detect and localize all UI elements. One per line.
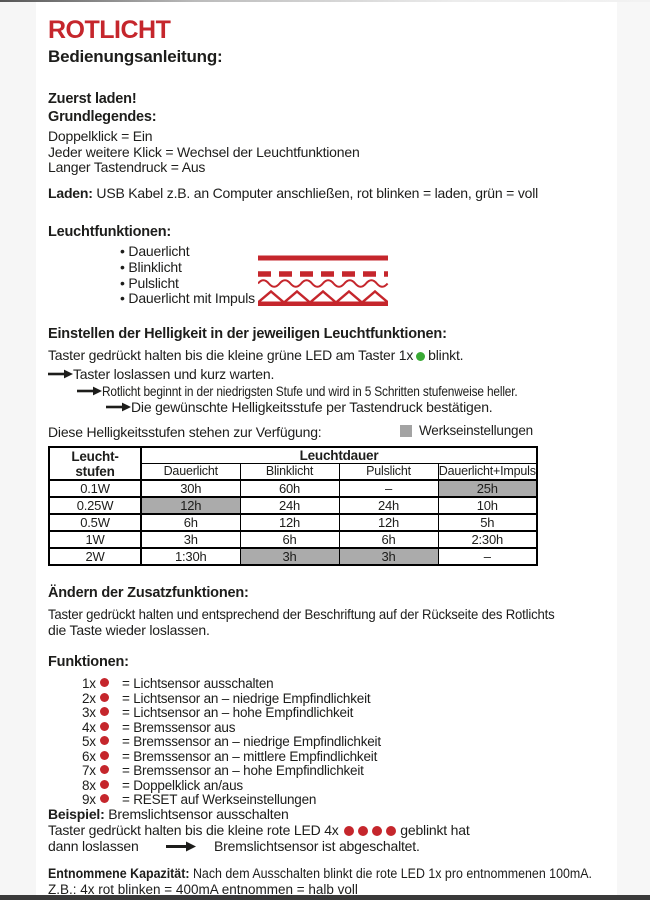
value-cell-factory-default: 3h bbox=[339, 548, 438, 565]
value-cell: 24h bbox=[240, 497, 339, 514]
function-row bbox=[48, 763, 528, 778]
function-label: = Lichtsensor an – niedrige Empfindlichkeit bbox=[122, 690, 371, 706]
value-cell: 5h bbox=[438, 514, 537, 531]
example-line2-pre: Taster gedrückt halten bis die kleine rote LED 4x bbox=[48, 822, 339, 838]
brightness-steps bbox=[48, 366, 618, 416]
right-arrow-icon bbox=[48, 369, 73, 379]
light-modes-list bbox=[48, 243, 468, 306]
example-line2-post: geblinkt hat bbox=[400, 822, 470, 838]
value-cell: 12h bbox=[240, 514, 339, 531]
value-cell: 6h bbox=[240, 531, 339, 548]
value-cell: 6h bbox=[141, 514, 240, 531]
function-label: = Bremssensor an – hohe Empfindlichkeit bbox=[122, 763, 364, 779]
triangle-wave-icon bbox=[258, 288, 388, 312]
value-cell: 10h bbox=[438, 497, 537, 514]
description-line: die Taste wieder loslassen. bbox=[48, 622, 210, 638]
function-row bbox=[48, 720, 528, 735]
blink-count: 5x bbox=[82, 734, 96, 750]
table-row bbox=[49, 514, 537, 531]
function-row bbox=[48, 734, 528, 749]
step-row bbox=[48, 383, 618, 400]
example-lead-rest: Bremslichtsensor ausschalten bbox=[108, 806, 289, 822]
factory-default-legend bbox=[400, 423, 533, 438]
page-edge-top bbox=[0, 0, 650, 2]
light-mode-row bbox=[48, 259, 468, 275]
example-line3-pre: dann loslassen bbox=[48, 838, 139, 854]
red-led-dot-icon bbox=[344, 826, 354, 836]
group-header: Leuchtdauer bbox=[141, 447, 537, 464]
value-cell: 2:30h bbox=[438, 531, 537, 548]
light-mode-row bbox=[48, 290, 468, 306]
value-cell: 60h bbox=[240, 480, 339, 497]
right-arrow-icon bbox=[166, 841, 196, 852]
red-led-dot-icon bbox=[100, 751, 109, 760]
blink-count: 9x bbox=[82, 792, 96, 808]
value-cell-factory-default: 25h bbox=[438, 480, 537, 497]
charging-line bbox=[48, 185, 538, 201]
step-row bbox=[48, 399, 618, 416]
function-label: = Bremssensor aus bbox=[122, 719, 236, 735]
description-line: Taster gedrückt halten und entsprechend der Beschriftung auf der Rückseite des Rotlichts bbox=[48, 606, 555, 622]
capacity-block bbox=[48, 866, 639, 898]
blink-count: 6x bbox=[82, 748, 96, 764]
red-led-dot-icon bbox=[100, 765, 109, 774]
table-row bbox=[49, 480, 537, 497]
level-cell: 2W bbox=[49, 548, 141, 565]
red-led-dot-icon bbox=[386, 826, 396, 836]
factory-default-swatch-icon bbox=[400, 425, 412, 437]
value-cell: 3h bbox=[141, 531, 240, 548]
light-mode-label: • Dauerlicht bbox=[120, 243, 189, 259]
factory-default-label: Werkseinstellungen bbox=[419, 423, 533, 438]
basics-line: Doppelklick = Ein bbox=[48, 128, 153, 144]
functions-list-heading: Funktionen: bbox=[48, 654, 129, 670]
col1-header bbox=[49, 447, 141, 480]
value-cell-factory-default: 12h bbox=[141, 497, 240, 514]
table-header-row bbox=[49, 447, 537, 464]
step-text: Taster loslassen und kurz warten. bbox=[73, 366, 275, 382]
value-cell: 6h bbox=[339, 531, 438, 548]
red-led-dot-icon bbox=[372, 826, 382, 836]
level-cell: 1W bbox=[49, 531, 141, 548]
blink-count: 7x bbox=[82, 763, 96, 779]
table-row bbox=[49, 497, 537, 514]
function-label: = RESET auf Werkseinstellungen bbox=[122, 792, 317, 808]
light-mode-label: • Blinklicht bbox=[120, 259, 182, 275]
page-edge-right bbox=[617, 0, 650, 900]
value-cell: – bbox=[438, 548, 537, 565]
function-row bbox=[48, 749, 528, 764]
column-header: Dauerlicht bbox=[141, 464, 240, 481]
blink-count: 3x bbox=[82, 705, 96, 721]
function-label: = Lichtsensor an – hohe Empfindlichkeit bbox=[122, 705, 354, 721]
example-line3 bbox=[48, 838, 420, 854]
function-label: = Bremssensor an – niedrige Empfindlichkeit bbox=[122, 734, 381, 750]
table-row bbox=[49, 531, 537, 548]
col1-header-line2: stufen bbox=[75, 463, 115, 479]
blink-count: 8x bbox=[82, 777, 96, 793]
extra-functions-heading: Ändern der Zusatzfunktionen: bbox=[48, 585, 249, 601]
function-label: = Lichtsensor ausschalten bbox=[122, 676, 274, 691]
page-subtitle: Bedienungsanleitung: bbox=[48, 47, 223, 66]
brightness-line1-post: blinkt. bbox=[428, 347, 464, 363]
charging-rest: USB Kabel z.B. an Computer anschließen, rot blinken = laden, grün = voll bbox=[96, 185, 539, 201]
table-intro: Diese Helligkeitsstufen stehen zur Verfügung: bbox=[48, 424, 322, 440]
value-cell: 12h bbox=[339, 514, 438, 531]
value-cell: 30h bbox=[141, 480, 240, 497]
brightness-heading: Einstellen der Helligkeit in der jeweiligen Leuchtfunktionen: bbox=[48, 326, 447, 342]
blink-count: 1x bbox=[82, 676, 96, 691]
step-row bbox=[48, 366, 618, 383]
light-mode-label: • Pulslicht bbox=[120, 275, 179, 291]
value-cell-factory-default: 3h bbox=[240, 548, 339, 565]
function-label: = Doppelklick an/aus bbox=[122, 777, 243, 793]
page-edge-left bbox=[0, 0, 36, 900]
step-text: Die gewünschte Helligkeitsstufe per Tastendruck bestätigen. bbox=[131, 399, 493, 416]
charging-lead: Laden: bbox=[48, 185, 93, 201]
function-row bbox=[48, 691, 528, 706]
basics-line: Langer Tastendruck = Aus bbox=[48, 159, 206, 176]
example-line1 bbox=[48, 806, 289, 822]
basics-line: Jeder weitere Klick = Wechsel der Leuchtfunktionen bbox=[48, 143, 360, 160]
column-header: Blinklicht bbox=[240, 464, 339, 481]
blink-count: 4x bbox=[82, 719, 96, 735]
extra-functions-description bbox=[48, 606, 587, 638]
level-cell: 0.5W bbox=[49, 514, 141, 531]
brightness-line1 bbox=[48, 347, 463, 363]
example-lead: Beispiel: bbox=[48, 806, 105, 822]
function-row bbox=[48, 705, 528, 720]
brightness-line1-pre: Taster gedrückt halten bis die kleine grüne LED am Taster 1x bbox=[48, 347, 414, 363]
blink-count: 2x bbox=[82, 690, 96, 706]
basics-lines bbox=[48, 129, 360, 176]
function-row bbox=[48, 792, 528, 807]
function-row bbox=[48, 676, 528, 691]
red-led-dot-icon bbox=[358, 826, 368, 836]
red-led-dot-icon bbox=[100, 780, 109, 789]
level-cell: 0.1W bbox=[49, 480, 141, 497]
charge-first-line: Zuerst laden! bbox=[48, 91, 137, 107]
red-led-dot-icon bbox=[100, 693, 109, 702]
green-led-dot-icon bbox=[416, 352, 425, 361]
red-led-dot-icon bbox=[100, 678, 109, 687]
column-header: Dauerlicht+Impuls bbox=[438, 464, 536, 478]
intro-headings bbox=[48, 91, 156, 126]
function-label: = Bremssensor an – mittlere Empfindlichkeit bbox=[122, 748, 378, 764]
col1-header-line1: Leucht- bbox=[71, 448, 119, 464]
page-title: ROTLICHT bbox=[48, 16, 171, 44]
level-cell: 0.25W bbox=[49, 497, 141, 514]
functions-list bbox=[48, 676, 528, 807]
light-mode-row bbox=[48, 243, 468, 259]
light-modes-heading: Leuchtfunktionen: bbox=[48, 224, 172, 240]
function-row bbox=[48, 778, 528, 793]
capacity-line2: Z.B.: 4x rot blinken = 400mA entnommen = halb voll bbox=[48, 882, 358, 897]
example-line2 bbox=[48, 822, 470, 838]
table-row bbox=[49, 548, 537, 565]
capacity-rest: Nach dem Ausschalten blinkt die rote LED 1x pro entnommenen 100mA. bbox=[192, 866, 592, 881]
basics-heading: Grundlegendes: bbox=[48, 108, 157, 125]
red-led-dot-icon bbox=[100, 722, 109, 731]
red-led-dot-icon bbox=[100, 794, 109, 803]
red-led-dot-icon bbox=[100, 736, 109, 745]
example-line3-post: Bremslichtsensor ist abgeschaltet. bbox=[214, 838, 420, 854]
right-arrow-icon bbox=[106, 402, 131, 412]
value-cell: – bbox=[339, 480, 438, 497]
value-cell: 24h bbox=[339, 497, 438, 514]
red-led-blink-dots bbox=[344, 822, 400, 838]
value-cell: 1:30h bbox=[141, 548, 240, 565]
capacity-lead: Entnommene Kapazität: bbox=[48, 866, 190, 881]
red-led-dot-icon bbox=[100, 707, 109, 716]
burn-time-table bbox=[48, 446, 538, 566]
light-mode-label: • Dauerlicht mit Impuls bbox=[120, 290, 255, 306]
step-text: Rotlicht beginnt in der niedrigsten Stufe und wird in 5 Schritten stufenweise heller. bbox=[102, 382, 518, 399]
column-header: Pulslicht bbox=[339, 464, 438, 481]
right-arrow-icon bbox=[77, 386, 102, 396]
